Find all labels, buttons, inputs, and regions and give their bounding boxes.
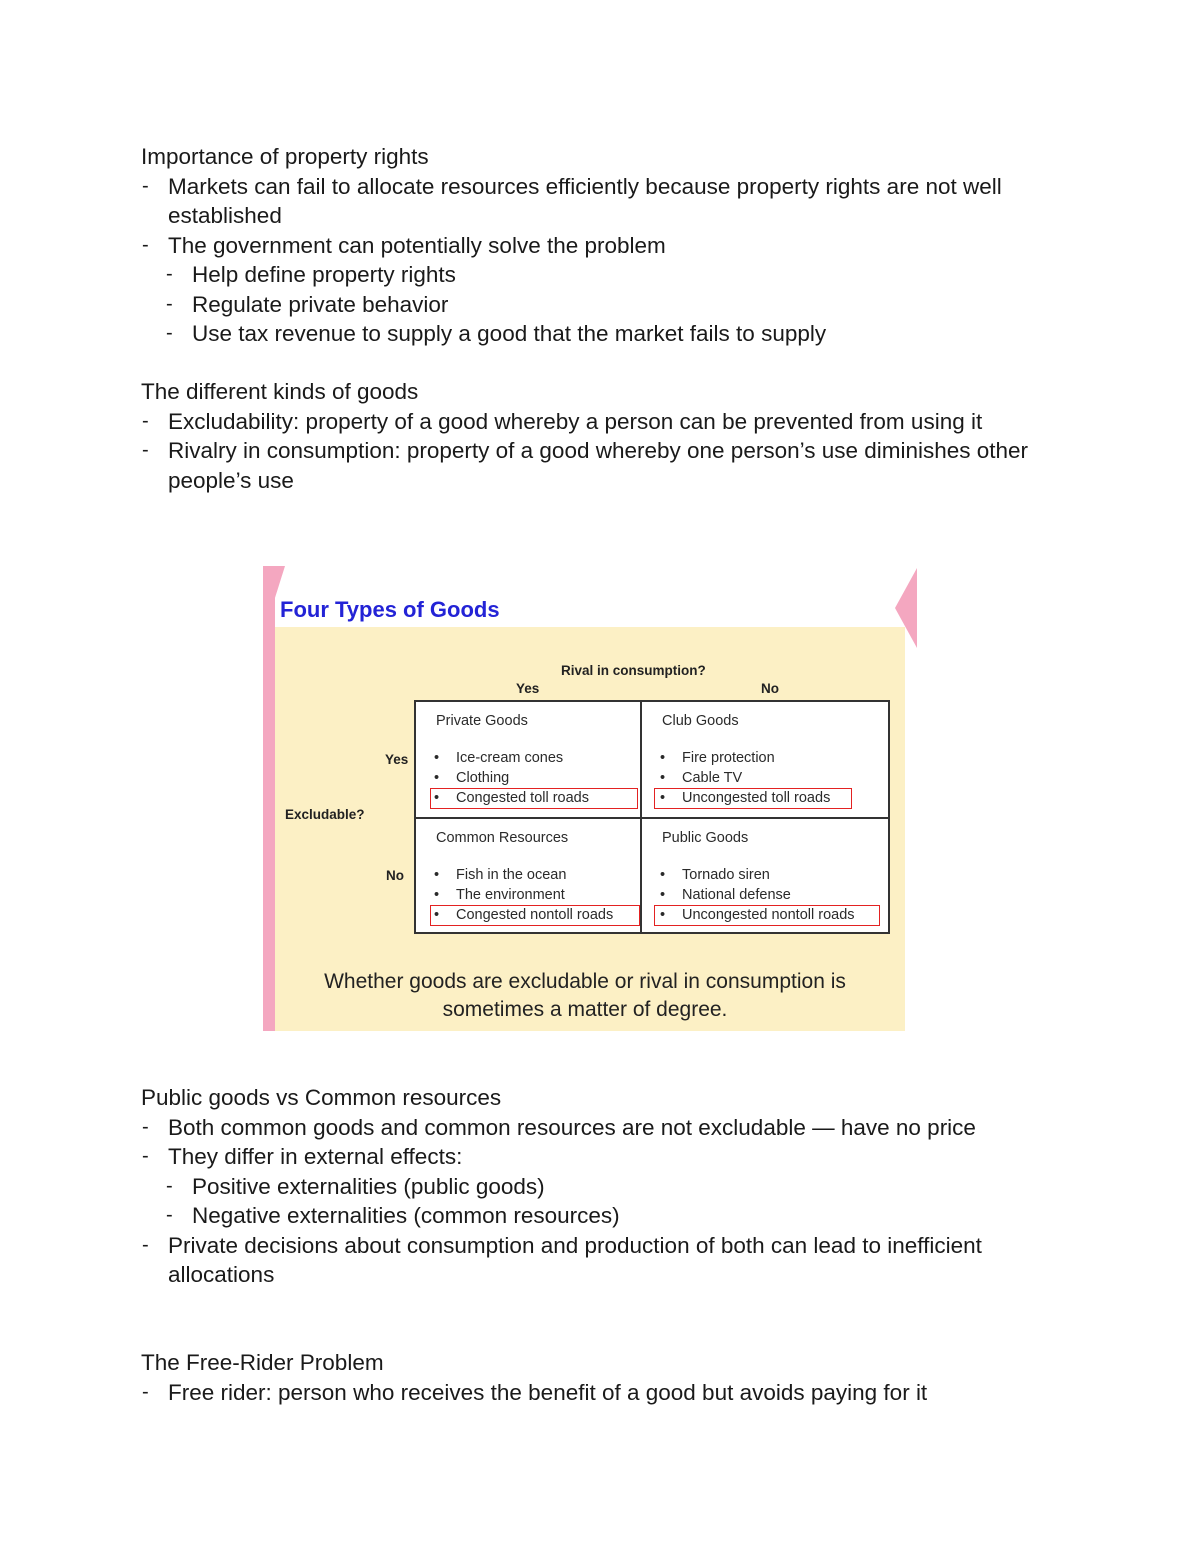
excludable-yes-label: Yes xyxy=(385,752,409,767)
cell-private-goods xyxy=(416,702,640,817)
section-heading: The different kinds of goods xyxy=(141,379,419,404)
bullet-list xyxy=(141,1113,1061,1290)
list-item: - Help define property rights xyxy=(141,260,1061,290)
cell-title: Club Goods xyxy=(662,713,739,729)
dash-marker: - xyxy=(142,1233,149,1256)
list-item: - Free rider: person who receives the benefit of a good but avoids paying for it xyxy=(141,1378,1081,1408)
rival-no-label: No xyxy=(761,681,779,696)
list-item: • Clothing xyxy=(434,770,510,786)
four-types-of-goods-figure xyxy=(263,566,917,1031)
cell-public-goods xyxy=(642,819,888,934)
cell-title: Private Goods xyxy=(436,713,528,729)
section-free-rider xyxy=(141,1348,1081,1407)
dash-marker: - xyxy=(166,292,173,315)
dash-marker: - xyxy=(142,233,149,256)
cell-common-resources xyxy=(416,819,640,934)
list-item: - Positive externalities (public goods) xyxy=(141,1172,1061,1202)
caption-line: Whether goods are excludable or rival in consumption is xyxy=(324,970,846,993)
dash-marker: - xyxy=(142,1380,149,1403)
cell-club-goods xyxy=(642,702,866,817)
highlight-box xyxy=(654,788,852,809)
dash-marker: - xyxy=(142,174,149,197)
list-item: - Private decisions about consumption and production of both can lead to inefficient allocations xyxy=(142,1232,982,1287)
caption-line: sometimes a matter of degree. xyxy=(442,998,728,1021)
list-item: • Uncongested toll roads xyxy=(660,790,831,806)
cell-title: Common Resources xyxy=(436,830,569,846)
cell-title: Public Goods xyxy=(662,830,749,846)
figure-caption xyxy=(275,968,895,1024)
list-item: - Markets can fail to allocate resources efficiently because property rights are not well established xyxy=(142,173,1002,228)
list-item: - Use tax revenue to supply a good that the market fails to supply xyxy=(141,319,1061,349)
highlight-box xyxy=(654,905,880,926)
figure-title: Four Types of Goods xyxy=(280,597,500,622)
section-heading: The Free-Rider Problem xyxy=(141,1350,384,1375)
list-item: • The environment xyxy=(434,887,565,903)
section-heading: Public goods vs Common resources xyxy=(141,1085,502,1110)
highlight-box xyxy=(430,788,638,809)
list-item: • Uncongested nontoll roads xyxy=(660,907,855,923)
dash-marker: - xyxy=(166,1174,173,1197)
list-item: • National defense xyxy=(660,887,791,903)
section-kinds-of-goods xyxy=(141,377,1061,495)
list-item: • Tornado siren xyxy=(660,867,770,883)
list-item: - They differ in external effects: xyxy=(141,1142,1061,1172)
section-property-rights xyxy=(141,142,1061,349)
goods-matrix xyxy=(414,700,890,934)
list-item: • Congested toll roads xyxy=(434,790,589,806)
dash-marker: - xyxy=(166,1204,173,1226)
list-item: • Cable TV xyxy=(660,770,743,786)
dash-marker: - xyxy=(142,439,149,461)
list-item: - Excludability: property of a good whereby a person can be prevented from using it xyxy=(141,407,1061,437)
list-item: • Ice-cream cones xyxy=(434,750,564,766)
list-item: • Congested nontoll roads xyxy=(434,907,614,923)
dash-marker: - xyxy=(166,263,173,285)
list-item: - The government can potentially solve the problem xyxy=(141,231,1061,261)
list-item: - Negative externalities (common resources) xyxy=(141,1201,1061,1231)
bullet-list xyxy=(141,1378,1081,1408)
bullet-list xyxy=(141,172,1061,349)
list-item: - Both common goods and common resources are not excludable — have no price xyxy=(141,1113,1061,1143)
excludable-axis-label: Excludable? xyxy=(285,807,365,822)
list-item: • Fish in the ocean xyxy=(434,867,567,883)
dash-marker: - xyxy=(166,322,173,344)
dash-marker: - xyxy=(142,1145,149,1167)
section-heading: Importance of property rights xyxy=(141,144,429,169)
list-item: • Fire protection xyxy=(660,750,775,766)
bullet-list xyxy=(141,407,1061,496)
list-item: - Rivalry in consumption: property of a good whereby one person’s use diminishes other people’s use xyxy=(142,438,1029,493)
dash-marker: - xyxy=(142,1115,149,1138)
section-public-vs-common xyxy=(141,1083,1061,1290)
rival-axis-label: Rival in consumption? xyxy=(561,663,706,678)
dash-marker: - xyxy=(142,409,149,432)
highlight-box xyxy=(430,905,640,926)
list-item: - Regulate private behavior xyxy=(141,290,1061,320)
excludable-no-label: No xyxy=(386,868,404,883)
rival-yes-label: Yes xyxy=(516,681,540,696)
